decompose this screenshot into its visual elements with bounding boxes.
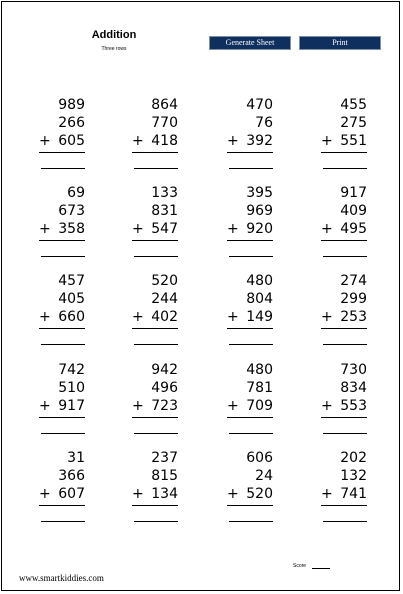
addend-2: 132 xyxy=(340,468,367,484)
worksheet-page xyxy=(1,1,400,591)
answer-line[interactable] xyxy=(229,344,273,345)
plus-sign: + xyxy=(227,309,239,325)
answer-line[interactable] xyxy=(229,168,273,169)
answer-line[interactable] xyxy=(134,168,178,169)
addition-problem xyxy=(15,361,85,441)
answer-line[interactable] xyxy=(41,256,85,257)
addend-3: 723 xyxy=(151,398,178,414)
addend-1: 455 xyxy=(340,97,367,113)
plus-sign: + xyxy=(321,398,333,414)
sum-line xyxy=(227,152,273,153)
addend-1: 202 xyxy=(340,450,367,466)
plus-sign: + xyxy=(321,309,333,325)
addend-2: 673 xyxy=(58,203,85,219)
addition-problem xyxy=(203,272,273,352)
addition-problem xyxy=(108,184,178,264)
website-url: www.smartkiddies.com xyxy=(19,573,104,583)
addend-1: 917 xyxy=(340,185,367,201)
addend-2: 409 xyxy=(340,203,367,219)
addend-3: 547 xyxy=(151,221,178,237)
addend-1: 480 xyxy=(246,362,273,378)
sum-line xyxy=(132,240,178,241)
addend-2: 24 xyxy=(255,468,273,484)
answer-line[interactable] xyxy=(41,433,85,434)
addition-problem xyxy=(297,449,367,529)
addend-1: 742 xyxy=(58,362,85,378)
sum-line xyxy=(227,240,273,241)
addition-problem xyxy=(15,184,85,264)
addend-2: 496 xyxy=(151,380,178,396)
plus-sign: + xyxy=(39,486,51,502)
addend-2: 510 xyxy=(58,380,85,396)
answer-line[interactable] xyxy=(134,344,178,345)
addend-2: 831 xyxy=(151,203,178,219)
addend-2: 804 xyxy=(246,291,273,307)
addend-3: 917 xyxy=(58,398,85,414)
addend-3: 605 xyxy=(58,133,85,149)
addend-3: 402 xyxy=(151,309,178,325)
addend-2: 76 xyxy=(255,115,273,131)
addend-1: 133 xyxy=(151,185,178,201)
plus-sign: + xyxy=(39,398,51,414)
addend-2: 834 xyxy=(340,380,367,396)
addend-1: 457 xyxy=(58,273,85,289)
plus-sign: + xyxy=(227,398,239,414)
answer-line[interactable] xyxy=(41,344,85,345)
addend-3: 392 xyxy=(246,133,273,149)
sum-line xyxy=(132,505,178,506)
addend-1: 470 xyxy=(246,97,273,113)
answer-line[interactable] xyxy=(323,433,367,434)
addend-1: 237 xyxy=(151,450,178,466)
addend-1: 69 xyxy=(67,185,85,201)
sum-line xyxy=(227,328,273,329)
plus-sign: + xyxy=(227,221,239,237)
answer-line[interactable] xyxy=(229,256,273,257)
plus-sign: + xyxy=(321,486,333,502)
generate-sheet-button[interactable]: Generate Sheet xyxy=(209,36,291,50)
addition-problem xyxy=(15,449,85,529)
sum-line xyxy=(132,152,178,153)
plus-sign: + xyxy=(321,133,333,149)
plus-sign: + xyxy=(132,133,144,149)
addend-1: 395 xyxy=(246,185,273,201)
addend-3: 551 xyxy=(340,133,367,149)
addition-problem xyxy=(203,184,273,264)
sum-line xyxy=(321,328,367,329)
answer-line[interactable] xyxy=(134,256,178,257)
worksheet-title: Addition xyxy=(91,29,137,41)
addend-3: 607 xyxy=(58,486,85,502)
answer-line[interactable] xyxy=(134,433,178,434)
addend-3: 741 xyxy=(340,486,367,502)
plus-sign: + xyxy=(39,309,51,325)
score-blank xyxy=(312,568,330,569)
addend-3: 358 xyxy=(58,221,85,237)
addend-2: 266 xyxy=(58,115,85,131)
sum-line xyxy=(321,505,367,506)
addend-3: 520 xyxy=(246,486,273,502)
answer-line[interactable] xyxy=(323,344,367,345)
addend-1: 989 xyxy=(58,97,85,113)
addend-2: 244 xyxy=(151,291,178,307)
answer-line[interactable] xyxy=(41,521,85,522)
addend-3: 253 xyxy=(340,309,367,325)
addend-1: 942 xyxy=(151,362,178,378)
addition-problem xyxy=(297,184,367,264)
addend-1: 730 xyxy=(340,362,367,378)
plus-sign: + xyxy=(321,221,333,237)
addend-1: 606 xyxy=(246,450,273,466)
sum-line xyxy=(132,328,178,329)
sum-line xyxy=(39,505,85,506)
addition-problem xyxy=(297,96,367,176)
addend-3: 920 xyxy=(246,221,273,237)
sum-line xyxy=(132,417,178,418)
sum-line xyxy=(321,240,367,241)
addition-problem xyxy=(203,361,273,441)
addend-2: 366 xyxy=(58,468,85,484)
addition-problem xyxy=(297,361,367,441)
addition-problem xyxy=(108,449,178,529)
plus-sign: + xyxy=(132,221,144,237)
answer-line[interactable] xyxy=(229,521,273,522)
addition-problem xyxy=(108,361,178,441)
answer-line[interactable] xyxy=(323,256,367,257)
score-label: Score xyxy=(293,563,307,569)
answer-line[interactable] xyxy=(41,168,85,169)
addend-1: 864 xyxy=(151,97,178,113)
answer-line[interactable] xyxy=(323,168,367,169)
sum-line xyxy=(227,505,273,506)
answer-line[interactable] xyxy=(229,433,273,434)
addend-2: 781 xyxy=(246,380,273,396)
addend-2: 299 xyxy=(340,291,367,307)
plus-sign: + xyxy=(132,398,144,414)
addition-problem xyxy=(15,272,85,352)
print-button[interactable]: Print xyxy=(299,36,381,50)
sum-line xyxy=(321,417,367,418)
sum-line xyxy=(39,152,85,153)
answer-line[interactable] xyxy=(323,521,367,522)
addend-3: 418 xyxy=(151,133,178,149)
addend-1: 31 xyxy=(67,450,85,466)
addend-3: 553 xyxy=(340,398,367,414)
addend-1: 480 xyxy=(246,273,273,289)
plus-sign: + xyxy=(39,221,51,237)
addition-problem xyxy=(297,272,367,352)
addition-problem xyxy=(108,96,178,176)
plus-sign: + xyxy=(227,486,239,502)
addition-problem xyxy=(203,96,273,176)
addend-3: 149 xyxy=(246,309,273,325)
sum-line xyxy=(39,417,85,418)
addend-3: 709 xyxy=(246,398,273,414)
addition-problem xyxy=(15,96,85,176)
sum-line xyxy=(321,152,367,153)
plus-sign: + xyxy=(39,133,51,149)
plus-sign: + xyxy=(132,486,144,502)
sum-line xyxy=(39,240,85,241)
addend-1: 520 xyxy=(151,273,178,289)
addend-2: 770 xyxy=(151,115,178,131)
addend-2: 275 xyxy=(340,115,367,131)
plus-sign: + xyxy=(227,133,239,149)
worksheet-subtitle: Three rows xyxy=(101,46,127,52)
addend-1: 274 xyxy=(340,273,367,289)
addition-problem xyxy=(108,272,178,352)
addition-problem xyxy=(203,449,273,529)
addend-2: 405 xyxy=(58,291,85,307)
sum-line xyxy=(39,328,85,329)
addend-3: 134 xyxy=(151,486,178,502)
addend-3: 660 xyxy=(58,309,85,325)
plus-sign: + xyxy=(132,309,144,325)
addend-2: 969 xyxy=(246,203,273,219)
addend-2: 815 xyxy=(151,468,178,484)
answer-line[interactable] xyxy=(134,521,178,522)
sum-line xyxy=(227,417,273,418)
addend-3: 495 xyxy=(340,221,367,237)
